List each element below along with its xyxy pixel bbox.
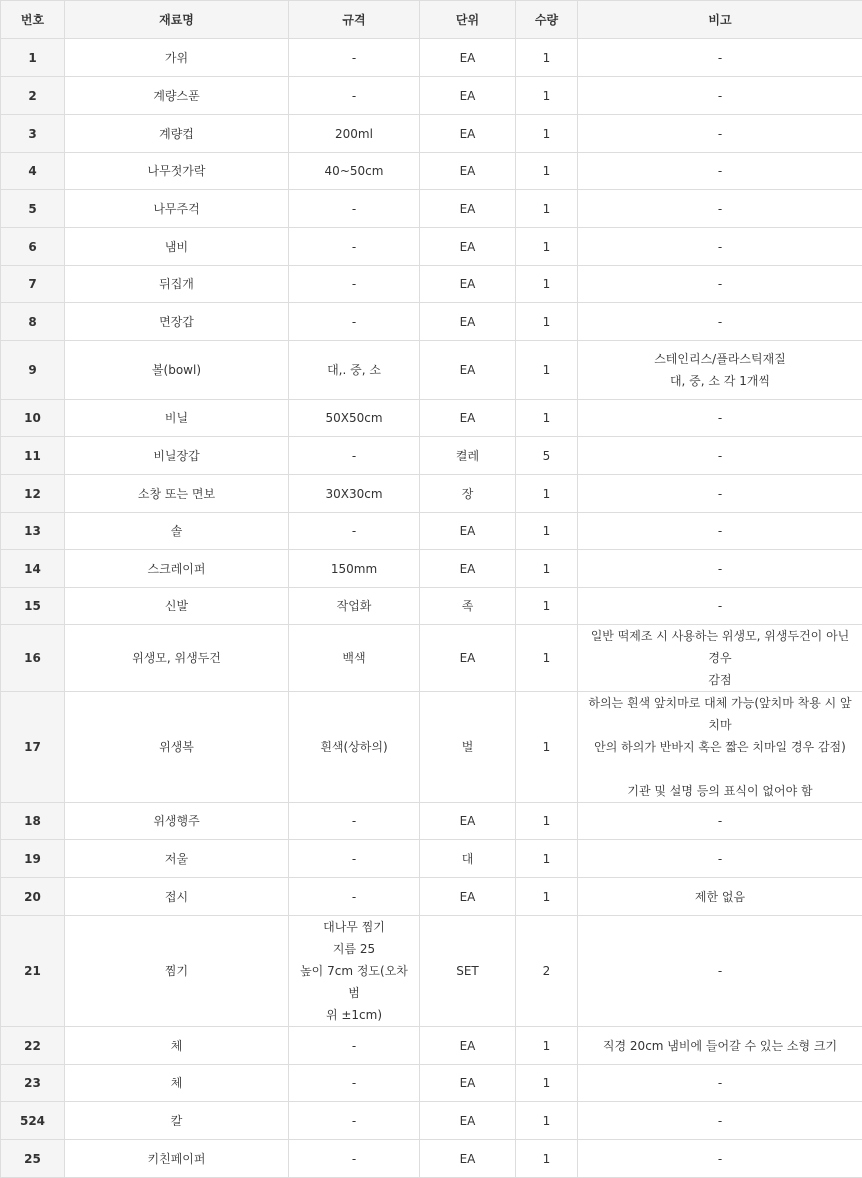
quantity-cell: 1 bbox=[516, 266, 578, 303]
note-line: - bbox=[586, 160, 854, 182]
spec-line: 지름 25 bbox=[295, 938, 413, 960]
material-name: 솔 bbox=[65, 513, 289, 550]
note-cell bbox=[578, 1065, 862, 1102]
quantity-cell: 1 bbox=[516, 39, 578, 77]
row-number: 5 bbox=[1, 190, 65, 228]
header-material-name: 재료명 bbox=[65, 1, 289, 39]
material-name: 체 bbox=[65, 1065, 289, 1102]
note-line: - bbox=[586, 1148, 854, 1170]
row-number: 4 bbox=[1, 153, 65, 190]
material-name: 스크레이퍼 bbox=[65, 550, 289, 588]
spec-line: 흰색(상하의) bbox=[295, 736, 413, 758]
unit-cell: EA bbox=[420, 115, 516, 153]
note-line: - bbox=[586, 47, 854, 69]
spec-cell bbox=[289, 228, 420, 266]
note-line: - bbox=[586, 558, 854, 580]
header-note: 비고 bbox=[578, 1, 862, 39]
spec-cell bbox=[289, 803, 420, 840]
note-line: 하의는 흰색 앞치마로 대체 가능(앞치마 착용 시 앞치마 bbox=[586, 692, 854, 736]
table-row bbox=[1, 475, 862, 513]
note-line: - bbox=[586, 236, 854, 258]
table-row bbox=[1, 437, 862, 475]
table-row bbox=[1, 115, 862, 153]
material-name: 비닐장갑 bbox=[65, 437, 289, 475]
row-number: 13 bbox=[1, 513, 65, 550]
spec-line: - bbox=[295, 236, 413, 258]
table-row bbox=[1, 228, 862, 266]
quantity-cell: 1 bbox=[516, 303, 578, 341]
spec-line: - bbox=[295, 273, 413, 295]
note-line: - bbox=[586, 445, 854, 467]
note-cell bbox=[578, 228, 862, 266]
row-number: 3 bbox=[1, 115, 65, 153]
note-cell bbox=[578, 1027, 862, 1065]
table-row bbox=[1, 266, 862, 303]
quantity-cell: 1 bbox=[516, 115, 578, 153]
spec-cell bbox=[289, 115, 420, 153]
unit-cell: EA bbox=[420, 513, 516, 550]
material-name: 저울 bbox=[65, 840, 289, 878]
spec-line: - bbox=[295, 848, 413, 870]
row-number: 18 bbox=[1, 803, 65, 840]
material-name: 비닐 bbox=[65, 400, 289, 437]
note-cell bbox=[578, 77, 862, 115]
note-line bbox=[586, 758, 854, 780]
note-line: 대, 중, 소 각 1개씩 bbox=[586, 370, 854, 392]
row-number: 20 bbox=[1, 878, 65, 916]
material-name: 칼 bbox=[65, 1102, 289, 1140]
spec-cell bbox=[289, 77, 420, 115]
header-spec: 규격 bbox=[289, 1, 420, 39]
header-number: 번호 bbox=[1, 1, 65, 39]
spec-cell bbox=[289, 190, 420, 228]
quantity-cell: 1 bbox=[516, 1140, 578, 1178]
note-cell bbox=[578, 803, 862, 840]
spec-cell bbox=[289, 39, 420, 77]
quantity-cell: 1 bbox=[516, 878, 578, 916]
spec-cell bbox=[289, 1065, 420, 1102]
table-row bbox=[1, 916, 862, 1027]
unit-cell: EA bbox=[420, 266, 516, 303]
quantity-cell: 1 bbox=[516, 513, 578, 550]
row-number: 15 bbox=[1, 588, 65, 625]
row-number: 17 bbox=[1, 692, 65, 803]
quantity-cell: 1 bbox=[516, 1102, 578, 1140]
spec-line: - bbox=[295, 85, 413, 107]
spec-cell bbox=[289, 1027, 420, 1065]
note-cell bbox=[578, 266, 862, 303]
unit-cell: EA bbox=[420, 303, 516, 341]
note-cell bbox=[578, 190, 862, 228]
note-cell bbox=[578, 878, 862, 916]
material-name: 찜기 bbox=[65, 916, 289, 1027]
spec-cell bbox=[289, 153, 420, 190]
material-name: 나무주걱 bbox=[65, 190, 289, 228]
unit-cell: EA bbox=[420, 153, 516, 190]
unit-cell: EA bbox=[420, 1027, 516, 1065]
note-line: - bbox=[586, 1110, 854, 1132]
spec-line: 200ml bbox=[295, 123, 413, 145]
spec-line: 높이 7cm 정도(오차범 bbox=[295, 960, 413, 1004]
table-row bbox=[1, 588, 862, 625]
quantity-cell: 1 bbox=[516, 692, 578, 803]
material-name: 나무젓가락 bbox=[65, 153, 289, 190]
unit-cell: 족 bbox=[420, 588, 516, 625]
note-line: - bbox=[586, 273, 854, 295]
note-cell bbox=[578, 1140, 862, 1178]
spec-cell bbox=[289, 625, 420, 692]
spec-cell bbox=[289, 878, 420, 916]
material-name: 가위 bbox=[65, 39, 289, 77]
row-number: 10 bbox=[1, 400, 65, 437]
row-number: 1 bbox=[1, 39, 65, 77]
spec-cell bbox=[289, 437, 420, 475]
note-line: - bbox=[586, 1072, 854, 1094]
spec-line: - bbox=[295, 1110, 413, 1132]
quantity-cell: 1 bbox=[516, 153, 578, 190]
spec-line: - bbox=[295, 445, 413, 467]
spec-line: 150mm bbox=[295, 558, 413, 580]
table-row bbox=[1, 1140, 862, 1178]
table-header-row bbox=[1, 1, 862, 39]
row-number: 9 bbox=[1, 341, 65, 400]
unit-cell: EA bbox=[420, 190, 516, 228]
spec-cell bbox=[289, 513, 420, 550]
note-cell bbox=[578, 916, 862, 1027]
note-cell bbox=[578, 153, 862, 190]
note-line: - bbox=[586, 960, 854, 982]
quantity-cell: 1 bbox=[516, 840, 578, 878]
table-row bbox=[1, 513, 862, 550]
quantity-cell: 1 bbox=[516, 190, 578, 228]
table-row bbox=[1, 341, 862, 400]
material-name: 뒤집개 bbox=[65, 266, 289, 303]
table-row bbox=[1, 1102, 862, 1140]
quantity-cell: 1 bbox=[516, 625, 578, 692]
note-line: - bbox=[586, 483, 854, 505]
note-line: 제한 없음 bbox=[586, 886, 854, 908]
unit-cell: EA bbox=[420, 1140, 516, 1178]
spec-line: 40~50cm bbox=[295, 160, 413, 182]
unit-cell: 장 bbox=[420, 475, 516, 513]
material-name: 신발 bbox=[65, 588, 289, 625]
table-row bbox=[1, 39, 862, 77]
spec-line: 백색 bbox=[295, 647, 413, 669]
table-row bbox=[1, 190, 862, 228]
spec-cell bbox=[289, 588, 420, 625]
table-row bbox=[1, 153, 862, 190]
note-cell bbox=[578, 1102, 862, 1140]
spec-cell bbox=[289, 692, 420, 803]
note-cell bbox=[578, 341, 862, 400]
row-number: 6 bbox=[1, 228, 65, 266]
note-line: - bbox=[586, 848, 854, 870]
row-number: 19 bbox=[1, 840, 65, 878]
quantity-cell: 1 bbox=[516, 341, 578, 400]
quantity-cell: 1 bbox=[516, 475, 578, 513]
spec-cell bbox=[289, 341, 420, 400]
unit-cell: EA bbox=[420, 77, 516, 115]
table-row bbox=[1, 77, 862, 115]
unit-cell: EA bbox=[420, 1065, 516, 1102]
note-line: - bbox=[586, 810, 854, 832]
spec-cell bbox=[289, 916, 420, 1027]
note-cell bbox=[578, 475, 862, 513]
unit-cell: EA bbox=[420, 228, 516, 266]
unit-cell: EA bbox=[420, 341, 516, 400]
table-row bbox=[1, 1027, 862, 1065]
unit-cell: 벌 bbox=[420, 692, 516, 803]
unit-cell: 대 bbox=[420, 840, 516, 878]
table-row bbox=[1, 803, 862, 840]
spec-cell bbox=[289, 400, 420, 437]
spec-line: - bbox=[295, 311, 413, 333]
material-name: 볼(bowl) bbox=[65, 341, 289, 400]
quantity-cell: 1 bbox=[516, 803, 578, 840]
unit-cell: EA bbox=[420, 878, 516, 916]
note-cell bbox=[578, 39, 862, 77]
note-cell bbox=[578, 513, 862, 550]
spec-cell bbox=[289, 1140, 420, 1178]
table-row bbox=[1, 840, 862, 878]
spec-cell bbox=[289, 475, 420, 513]
row-number: 11 bbox=[1, 437, 65, 475]
unit-cell: EA bbox=[420, 803, 516, 840]
spec-line: - bbox=[295, 47, 413, 69]
table-row bbox=[1, 692, 862, 803]
row-number: 23 bbox=[1, 1065, 65, 1102]
note-line: - bbox=[586, 85, 854, 107]
material-name: 소창 또는 면보 bbox=[65, 475, 289, 513]
table-row bbox=[1, 878, 862, 916]
quantity-cell: 1 bbox=[516, 550, 578, 588]
quantity-cell: 1 bbox=[516, 1065, 578, 1102]
spec-line: 위 ±1cm) bbox=[295, 1004, 413, 1026]
material-name: 접시 bbox=[65, 878, 289, 916]
note-line: - bbox=[586, 595, 854, 617]
material-name: 계량스푼 bbox=[65, 77, 289, 115]
table-row bbox=[1, 625, 862, 692]
spec-cell bbox=[289, 266, 420, 303]
note-line: 일반 떡제조 시 사용하는 위생모, 위생두건이 아닌 경우 bbox=[586, 625, 854, 669]
unit-cell: EA bbox=[420, 1102, 516, 1140]
unit-cell: 켤레 bbox=[420, 437, 516, 475]
note-cell bbox=[578, 625, 862, 692]
table-row bbox=[1, 550, 862, 588]
row-number: 14 bbox=[1, 550, 65, 588]
spec-cell bbox=[289, 550, 420, 588]
note-line: - bbox=[586, 407, 854, 429]
spec-cell bbox=[289, 840, 420, 878]
spec-line: - bbox=[295, 810, 413, 832]
row-number: 16 bbox=[1, 625, 65, 692]
note-line: 스테인리스/플라스틱재질 bbox=[586, 348, 854, 370]
table-row bbox=[1, 303, 862, 341]
spec-line: 대,. 중, 소 bbox=[295, 359, 413, 381]
note-cell bbox=[578, 692, 862, 803]
material-name: 냄비 bbox=[65, 228, 289, 266]
unit-cell: EA bbox=[420, 400, 516, 437]
row-number: 2 bbox=[1, 77, 65, 115]
spec-line: - bbox=[295, 1035, 413, 1057]
spec-line: - bbox=[295, 1148, 413, 1170]
quantity-cell: 1 bbox=[516, 77, 578, 115]
unit-cell: EA bbox=[420, 550, 516, 588]
spec-line: - bbox=[295, 886, 413, 908]
note-line: 기관 및 설명 등의 표식이 없어야 함 bbox=[586, 780, 854, 802]
unit-cell: EA bbox=[420, 39, 516, 77]
note-line: - bbox=[586, 520, 854, 542]
quantity-cell: 1 bbox=[516, 1027, 578, 1065]
quantity-cell: 2 bbox=[516, 916, 578, 1027]
spec-line: 50X50cm bbox=[295, 407, 413, 429]
quantity-cell: 1 bbox=[516, 588, 578, 625]
quantity-cell: 1 bbox=[516, 400, 578, 437]
table-row bbox=[1, 400, 862, 437]
spec-line: - bbox=[295, 520, 413, 542]
table-row bbox=[1, 1065, 862, 1102]
header-quantity: 수량 bbox=[516, 1, 578, 39]
spec-line: 30X30cm bbox=[295, 483, 413, 505]
material-name: 키친페이퍼 bbox=[65, 1140, 289, 1178]
note-cell bbox=[578, 303, 862, 341]
note-cell bbox=[578, 550, 862, 588]
note-line: 감점 bbox=[586, 669, 854, 691]
header-unit: 단위 bbox=[420, 1, 516, 39]
material-name: 위생행주 bbox=[65, 803, 289, 840]
row-number: 8 bbox=[1, 303, 65, 341]
material-name: 면장갑 bbox=[65, 303, 289, 341]
note-cell bbox=[578, 840, 862, 878]
note-cell bbox=[578, 115, 862, 153]
note-line: - bbox=[586, 198, 854, 220]
unit-cell: EA bbox=[420, 625, 516, 692]
row-number: 7 bbox=[1, 266, 65, 303]
note-line: 안의 하의가 반바지 혹은 짧은 치마일 경우 감점) bbox=[586, 736, 854, 758]
material-name: 체 bbox=[65, 1027, 289, 1065]
row-number: 21 bbox=[1, 916, 65, 1027]
row-number: 22 bbox=[1, 1027, 65, 1065]
spec-cell bbox=[289, 1102, 420, 1140]
table-body bbox=[1, 39, 862, 1178]
spec-line: - bbox=[295, 1072, 413, 1094]
row-number: 12 bbox=[1, 475, 65, 513]
material-name: 계량컵 bbox=[65, 115, 289, 153]
quantity-cell: 5 bbox=[516, 437, 578, 475]
unit-cell: SET bbox=[420, 916, 516, 1027]
note-cell bbox=[578, 588, 862, 625]
material-name: 위생모, 위생두건 bbox=[65, 625, 289, 692]
note-line: - bbox=[586, 123, 854, 145]
note-cell bbox=[578, 437, 862, 475]
spec-line: 대나무 찜기 bbox=[295, 916, 413, 938]
row-number: 524 bbox=[1, 1102, 65, 1140]
spec-line: 작업화 bbox=[295, 595, 413, 617]
row-number: 25 bbox=[1, 1140, 65, 1178]
quantity-cell: 1 bbox=[516, 228, 578, 266]
spec-line: - bbox=[295, 198, 413, 220]
note-cell bbox=[578, 400, 862, 437]
note-line: 직경 20cm 냄비에 들어갈 수 있는 소형 크기 bbox=[586, 1035, 854, 1057]
material-name: 위생복 bbox=[65, 692, 289, 803]
spec-cell bbox=[289, 303, 420, 341]
note-line: - bbox=[586, 311, 854, 333]
